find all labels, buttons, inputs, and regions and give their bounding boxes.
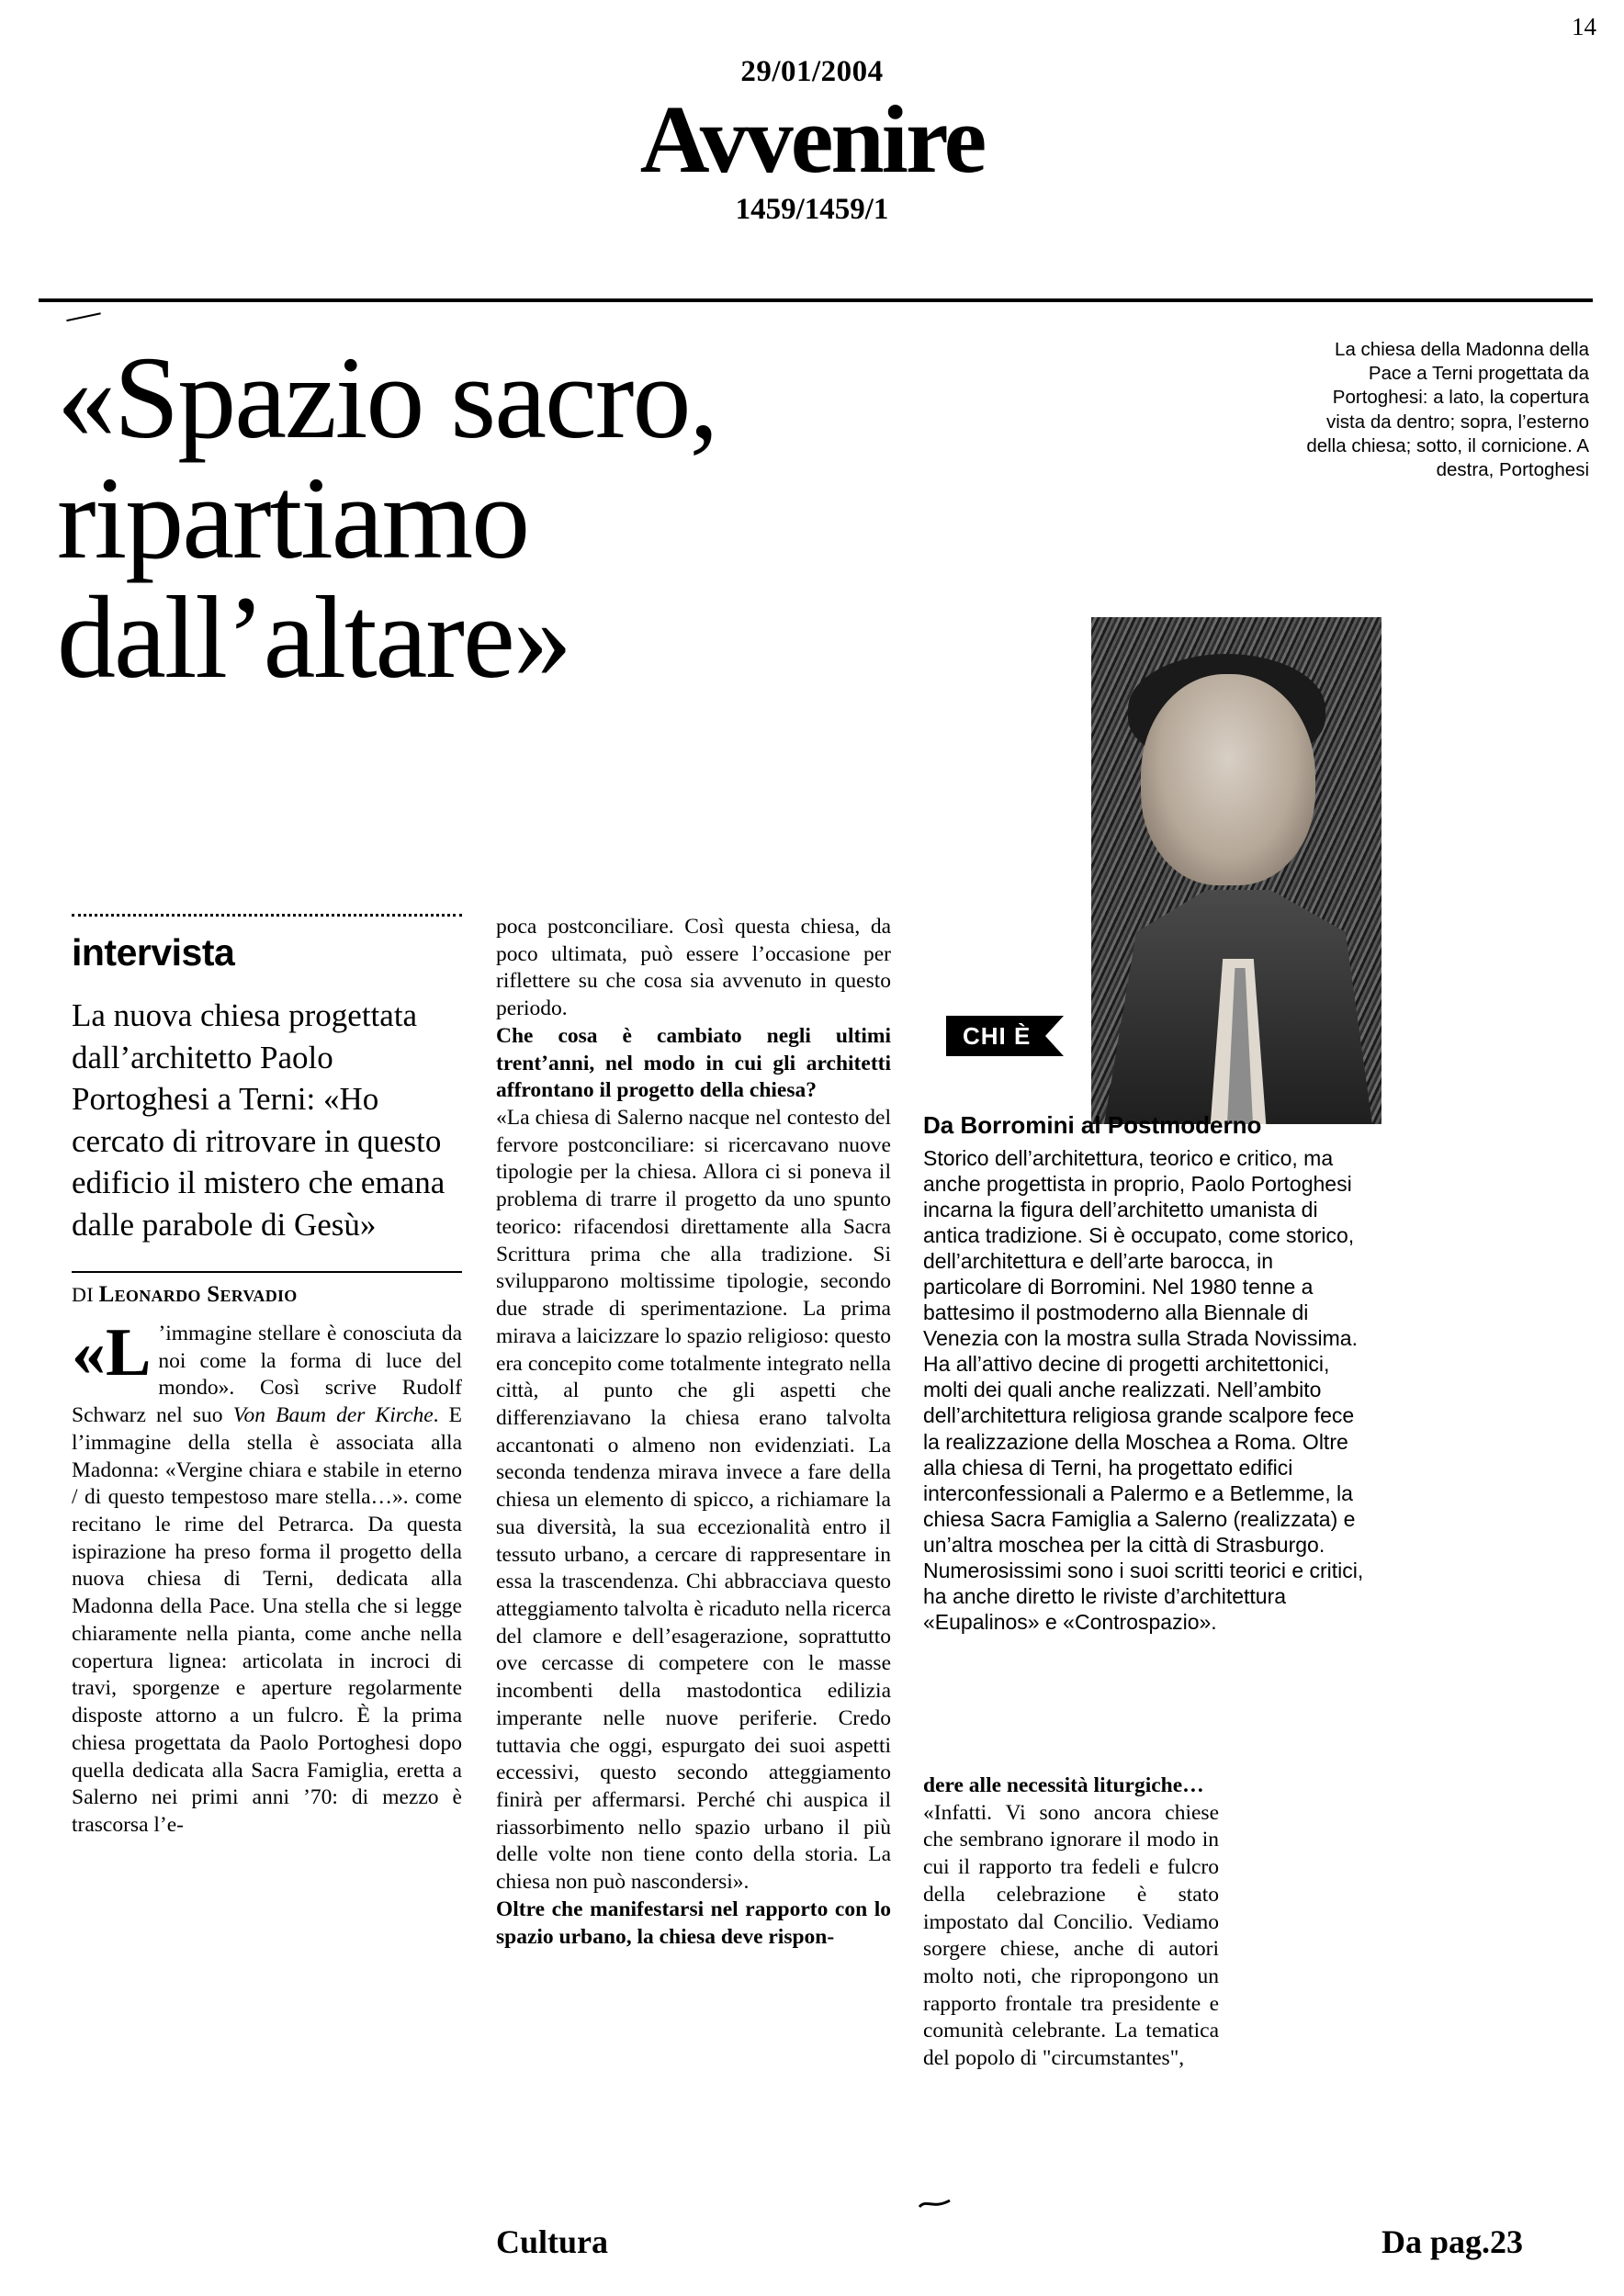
article-headline	[57, 332, 1077, 703]
column-two-question-1: Che cosa è cambiato negli ultimi trent’anni, nel modo in cui gli architetti affrontano il progetto della chiesa?	[496, 1023, 891, 1103]
chi-e-arrow-icon	[1045, 1016, 1064, 1056]
byline-divider	[72, 1271, 462, 1273]
dotted-divider	[72, 914, 462, 917]
headline-line-3: dall’altare»	[57, 572, 570, 703]
byline-prefix: DI	[72, 1283, 99, 1306]
footer-from-page: Da pag.23	[1381, 2223, 1523, 2260]
photo-caption: La chiesa della Madonna della Pace a Terni progettata da Portoghesi: a lato, la copertura vista da dentro; sopra, l’esterno della chiesa; sotto, il cornicione. A destra, Portoghesi	[1306, 339, 1589, 481]
column-one-apostrophe: ’	[158, 1322, 166, 1345]
column-two	[496, 914, 891, 1951]
column-four-question: dere alle necessità liturgiche…	[923, 1773, 1204, 1797]
column-one	[72, 914, 462, 1840]
issue-code: 1459/1459/1	[735, 193, 889, 226]
standfirst: La nuova chiesa progettata dall’architetto Paolo Portoghesi a Terni: «Ho cercato di ritrovare in questo edificio il mistero che emana dalle parabole di Gesù»	[72, 997, 445, 1243]
page-number: 14	[1572, 13, 1596, 40]
column-two-paragraph-2: «La chiesa di Salerno nacque nel contesto del fervore postconciliare: si ricercavano nuove tipologie per la chiesa. Allora ci si poneva il problema di trarre il progetto da uno spunto teorico: rifacendosi direttamente alla Sacra Scrittura prima che alla tradizione. Si svilupparono moltissime tipologie, secondo due strade di sperimentazione. La prima mirava a laicizzare lo spazio religioso: questo era concepito come totalmente integrato nella città, al punto che gli aspetti che differenziavano la chiesa erano talvolta accantonati o almeno non evidenziati. La seconda tendenza mirava invece a fare della chiesa un elemento di spicco, a richiamare la sua diversità, la sua eccezionalità entro il tessuto urbano, a cercare di rappresentare in essa la trascendenza. Chi abbracciava questo atteggiamento talvolta è ricaduto nella ricerca del clamore e dell’esagerazione, soprattutto ove cercasse di competere con le masse incombenti della mastodontica edilizia imperante nelle nuove periferie. Credo tuttavia che oggi, espurgato dei suoi aspetti eccessivi, questo secondo atteggiamento finirà per affermarsi. Perché chi auspica il riassorbimento nello spazio urbano il più delle volte non tiene conto della storia. La chiesa non può nascondersi».	[496, 1106, 891, 1895]
issue-date: 29/01/2004	[740, 55, 884, 88]
status-badge	[946, 1016, 1064, 1056]
drop-cap: «L	[72, 1315, 152, 1390]
section-kicker: intervista	[72, 931, 235, 974]
chi-e-label: CHI È	[946, 1016, 1045, 1056]
column-one-continued: . E l’immagine della stella è associata alla Madonna: «Vergine chiara e stabile in eterno / di questo tempestoso mare stella…». come recitano le rime del Petrarca. Da questa ispirazione ha preso forma il progetto della nuova chiesa di Terni, dedicata alla Madonna della Pace. Una stella che si legge chiaramente nella pianta, come anche nella copertura lignea: articolata in incroci di travi, sporgenze e aperture regolarmente disposte attorno a un fulcro. È la prima chiesa progettata da Paolo Portoghesi dopo quella dedicata alla Sacra Famiglia, eretta a Salerno nei primi anni ’70: di mezzo è trascorsa l’e-	[72, 1403, 462, 1837]
clipping-mark-icon	[65, 309, 103, 325]
headline-line-1: «Spazio sacro,	[57, 332, 717, 463]
byline-author: Leonardo Servadio	[98, 1282, 298, 1307]
column-one-book-title: Von Baum der Kirche	[232, 1403, 434, 1428]
footer-section: Cultura	[496, 2223, 609, 2260]
column-two-question-2: Oltre che manifestarsi nel rapporto con lo spazio urbano, la chiesa deve rispon-	[496, 1896, 891, 1949]
header-divider	[39, 298, 1593, 302]
headline-line-2: ripartiamo	[57, 452, 529, 583]
column-three	[923, 1111, 1364, 1635]
chi-e-title: Da Borromini al Postmoderno	[923, 1111, 1262, 1139]
column-two-paragraph-1: poca postconciliare. Così questa chiesa, da poco ultimata, può essere l’occasione per riflettere su che cosa sia avvenuto in questo periodo.	[496, 915, 891, 1021]
masthead	[0, 55, 1624, 227]
column-four-paragraph: «Infatti. Vi sono ancora chiese che sembrano ignorare il modo in cui il rapporto tra fedeli e fulcro della celebrazione è stato impostato dal Concilio. Vediamo sorgere chiese, anche di autori molto noti, che ripropongono un rapporto frontale tra presidente e comunità celebrante. La tematica del popolo di "circumstantes",	[923, 1800, 1219, 2071]
portrait-face	[1141, 674, 1315, 885]
column-four	[923, 1773, 1219, 2073]
byline	[72, 1282, 462, 1308]
chi-e-body: Storico dell’architettura, teorico e critico, ma anche progettista in proprio, Paolo Portoghesi incarna la figura dell’architetto umanista di antica tradizione. Si è occupato, come storico, dell’architettura e dell’arte barocca, in particolare di Borromini. Nel 1980 tenne a battesimo il postmoderno alla Biennale di Venezia con la mostra sulla Strada Novissima. Ha all’attivo decine di progetti architettonici, molti dei quali anche realizzati. Nell’ambito dell’architettura religiosa grande scalpore fece la realizzazione della Moschea a Roma. Oltre alla chiesa di Terni, ha progettato edifici interconfessionali a Palermo e a Betlemme, la chiesa Sacra Famiglia a Salerno (realizzata) e un’altra moschea per la città di Strasburgo. Numerosissimi sono i suoi scritti teorici e critici, ha anche diretto le riviste d’architettura «Eupalinos» e «Controspazio».	[923, 1146, 1364, 1634]
portrait-photo	[1091, 617, 1382, 1124]
paper-title: Avvenire	[639, 85, 985, 193]
pen-mark-icon	[919, 2197, 952, 2210]
column-one-opening: immagine stellare è conosciuta da noi come la forma di luce del mondo». Così scrive Rudolf Schwarz nel suo	[72, 1322, 462, 1428]
column-one-body	[72, 1315, 462, 1840]
